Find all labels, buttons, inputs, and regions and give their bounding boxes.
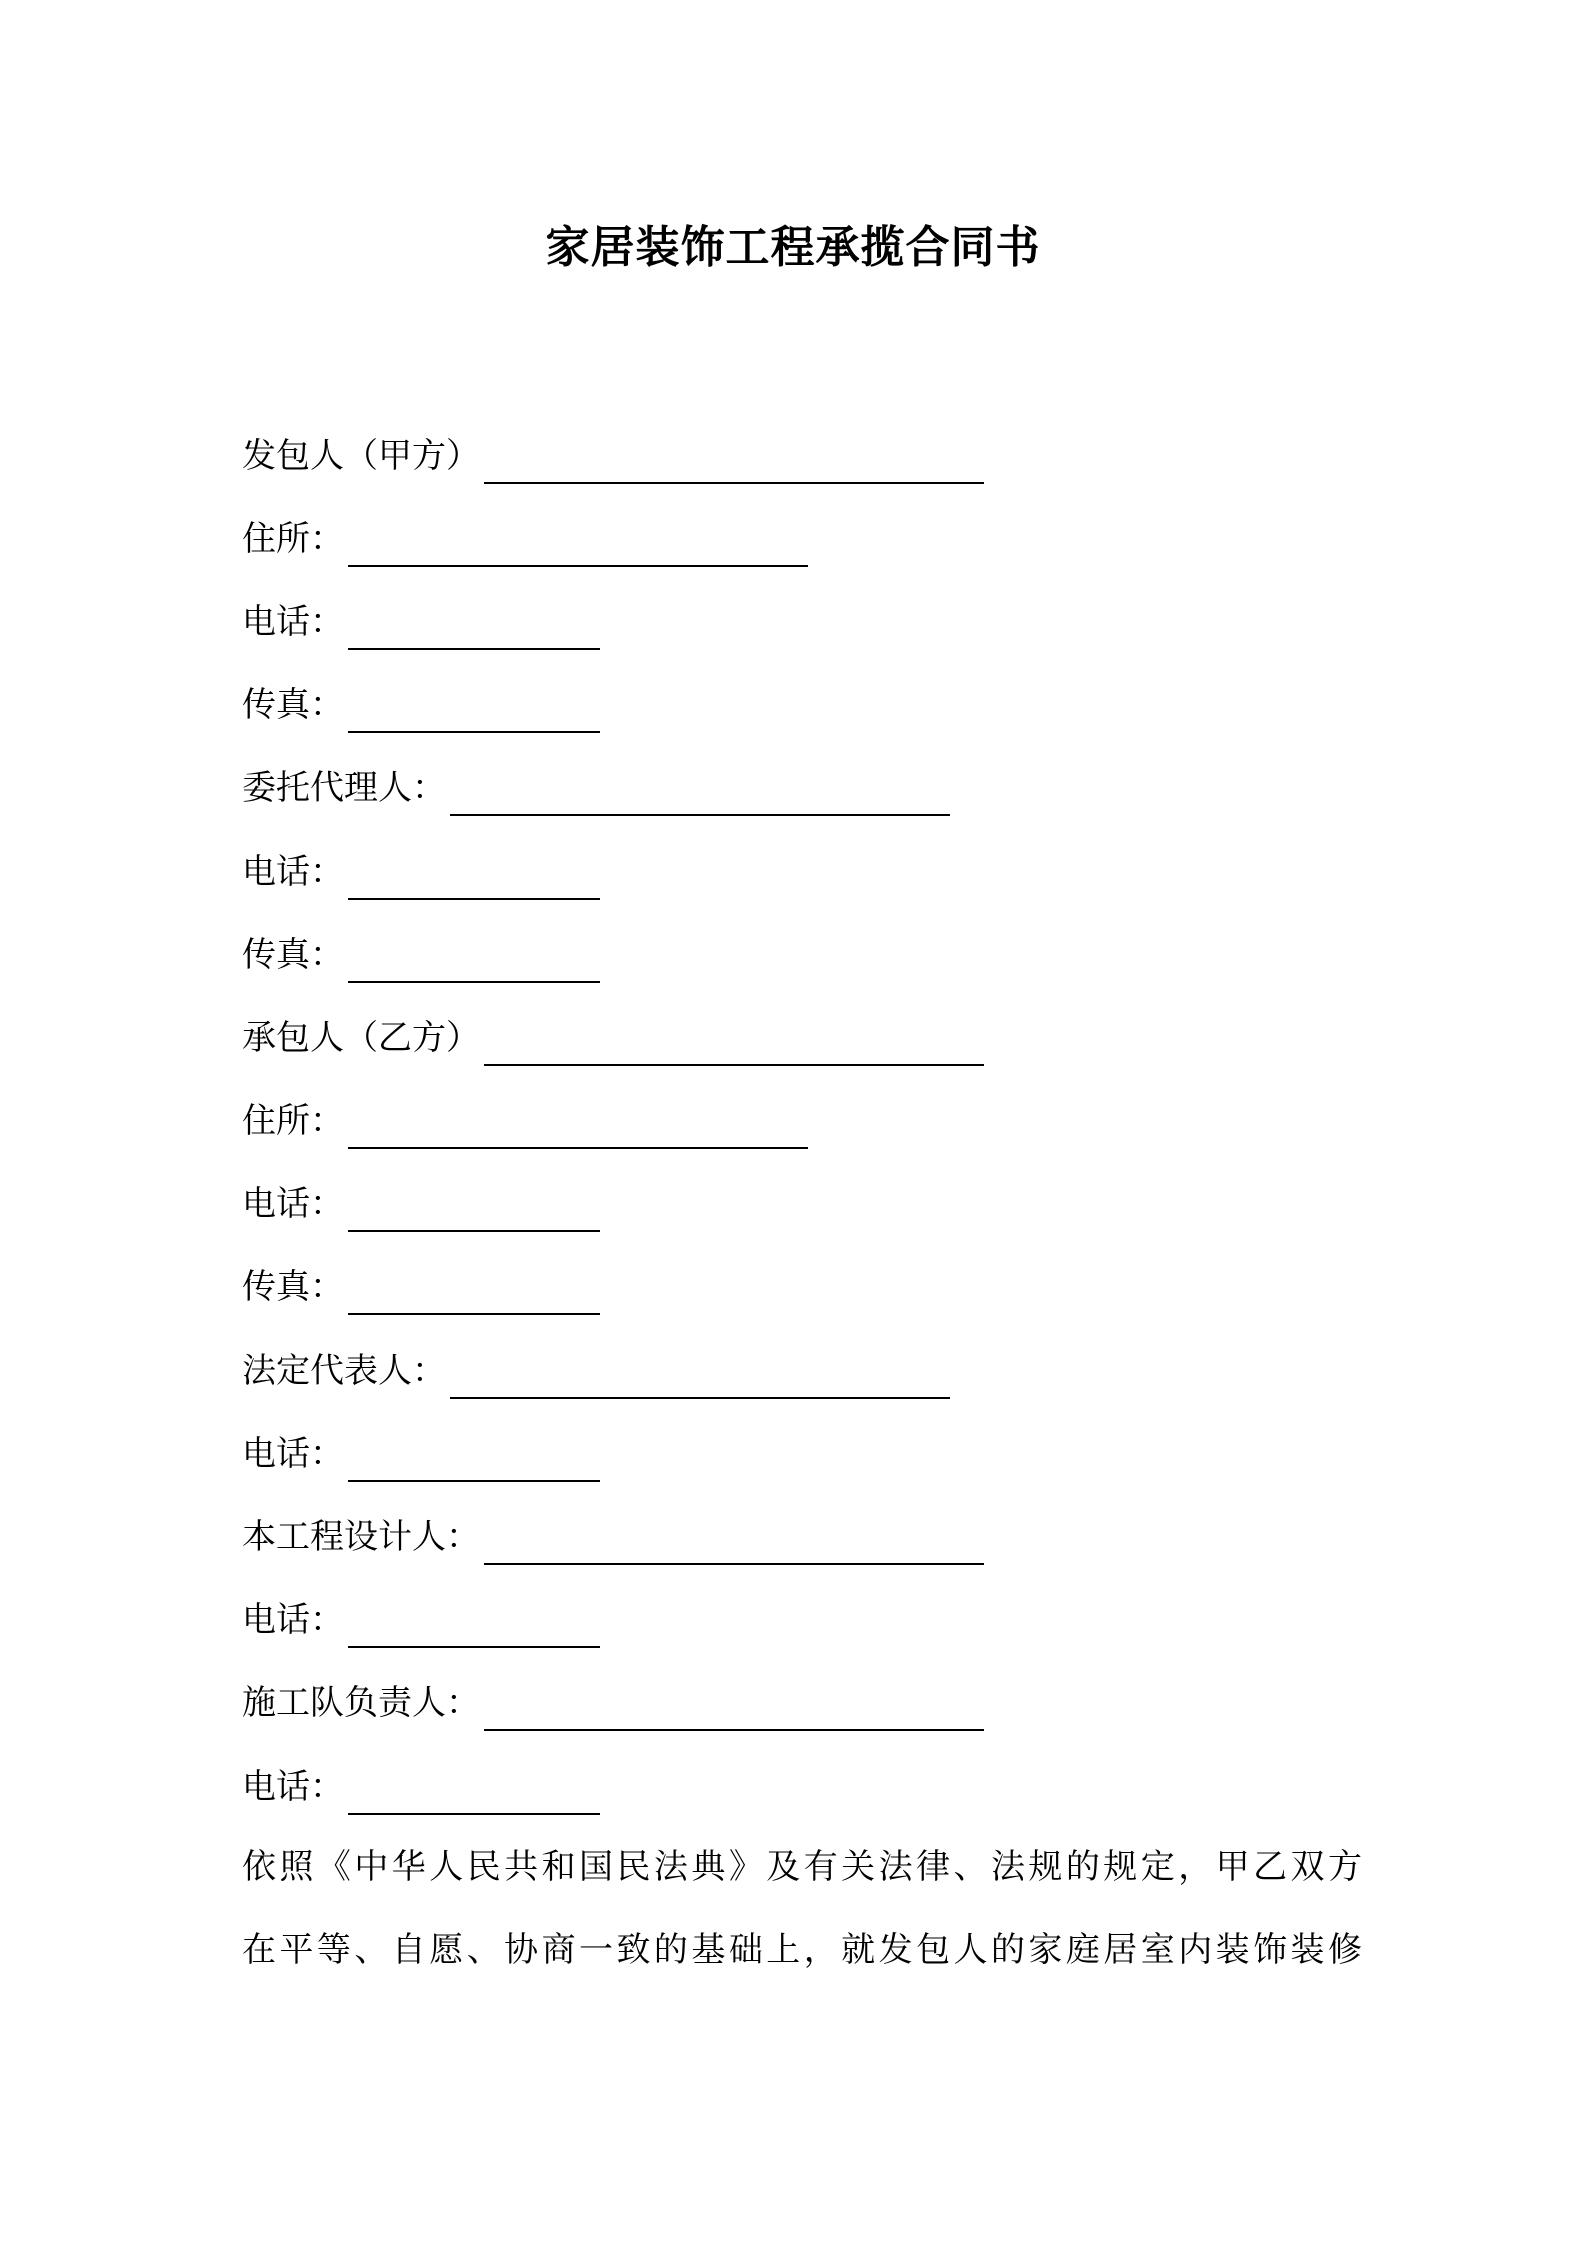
- field-row: [242, 1329, 1362, 1412]
- field-row: [242, 497, 1362, 580]
- fill-in-blank[interactable]: [484, 1521, 984, 1565]
- fill-in-blank[interactable]: [484, 440, 984, 484]
- field-row: [242, 1662, 1362, 1745]
- field-label: 承包人（乙方）: [242, 1017, 480, 1058]
- fill-in-blank[interactable]: [484, 1022, 984, 1066]
- fill-in-blank[interactable]: [450, 772, 950, 816]
- fill-in-blank[interactable]: [348, 856, 600, 900]
- field-label: 住所：: [242, 1101, 344, 1142]
- paragraph-line: 依照《中华人民共和国民法典》及有关法律、法规的规定，甲乙双方: [242, 1847, 1362, 1887]
- fill-in-blank[interactable]: [348, 689, 600, 733]
- field-label: 传真：: [242, 934, 344, 975]
- field-label: 电话：: [242, 1600, 344, 1641]
- fill-in-blank[interactable]: [450, 1355, 950, 1399]
- field-label: 传真：: [242, 685, 344, 726]
- field-row: [242, 1246, 1362, 1329]
- fill-in-blank[interactable]: [348, 1188, 600, 1232]
- field-label: 传真：: [242, 1267, 344, 1308]
- field-label: 住所：: [242, 518, 344, 559]
- field-row: [242, 580, 1362, 663]
- party-info-fields: [242, 414, 1362, 1828]
- field-label: 电话：: [242, 1766, 344, 1807]
- field-row: [242, 1745, 1362, 1828]
- field-row: [242, 1080, 1362, 1163]
- fill-in-blank[interactable]: [484, 1687, 984, 1731]
- field-row: [242, 1163, 1362, 1246]
- field-row: [242, 1495, 1362, 1578]
- paragraph-line: 在平等、自愿、协商一致的基础上，就发包人的家庭居室内装饰装修: [242, 1930, 1362, 1970]
- field-row: [242, 664, 1362, 747]
- field-label: 法定代表人：: [242, 1350, 446, 1391]
- field-label: 本工程设计人：: [242, 1517, 480, 1558]
- fill-in-blank[interactable]: [348, 606, 600, 650]
- document-title: 家居装饰工程承揽合同书: [545, 222, 1041, 273]
- field-row: [242, 1412, 1362, 1495]
- field-label: 发包人（甲方）: [242, 435, 480, 476]
- field-row: [242, 1579, 1362, 1662]
- fill-in-blank[interactable]: [348, 1271, 600, 1315]
- field-label: 电话：: [242, 1433, 344, 1474]
- field-row: [242, 913, 1362, 996]
- contract-preamble: [242, 1826, 1362, 1992]
- field-row: [242, 830, 1362, 913]
- fill-in-blank[interactable]: [348, 1604, 600, 1648]
- fill-in-blank[interactable]: [348, 1105, 808, 1149]
- fill-in-blank[interactable]: [348, 523, 808, 567]
- field-label: 施工队负责人：: [242, 1683, 480, 1724]
- field-label: 委托代理人：: [242, 768, 446, 809]
- fill-in-blank[interactable]: [348, 939, 600, 983]
- field-row: [242, 996, 1362, 1079]
- field-row: [242, 414, 1362, 497]
- field-label: 电话：: [242, 1184, 344, 1225]
- field-label: 电话：: [242, 601, 344, 642]
- field-label: 电话：: [242, 851, 344, 892]
- fill-in-blank[interactable]: [348, 1771, 600, 1815]
- fill-in-blank[interactable]: [348, 1438, 600, 1482]
- field-row: [242, 747, 1362, 830]
